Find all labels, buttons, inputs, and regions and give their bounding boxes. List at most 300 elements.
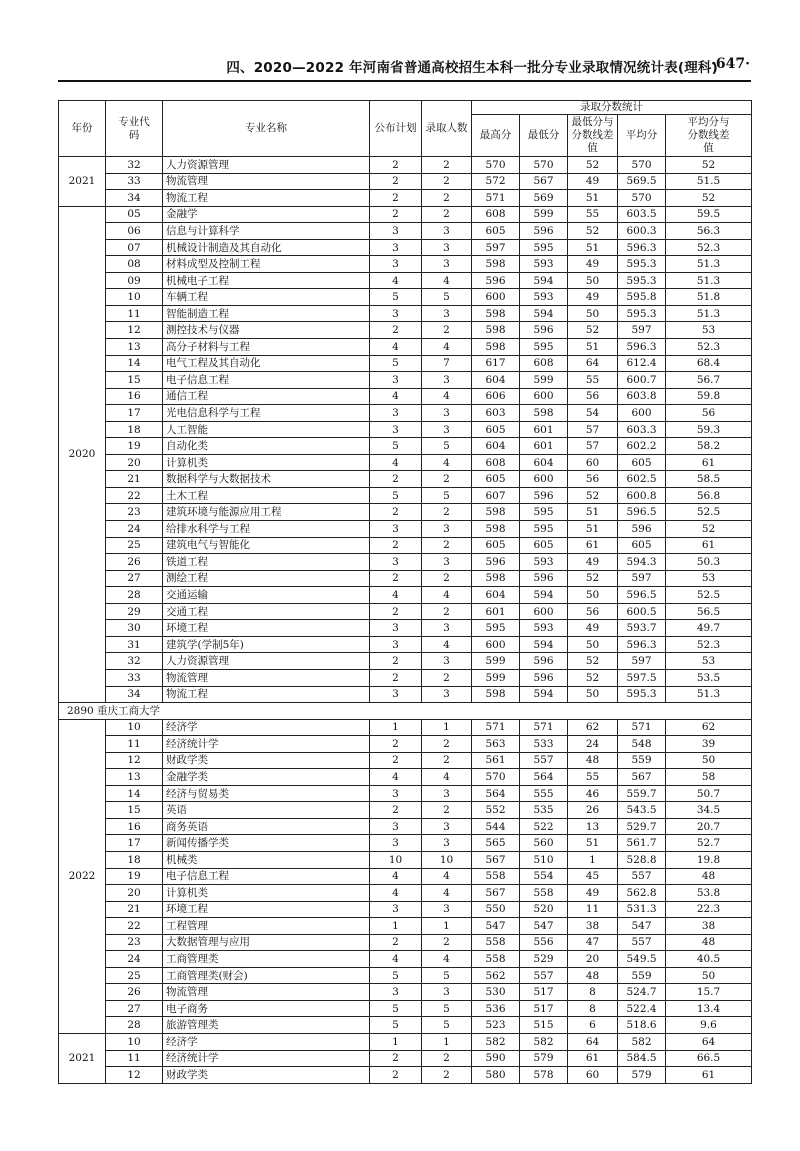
col-admitted: 录取人数 <box>422 101 472 157</box>
table-row <box>59 835 752 852</box>
cell-name: 大数据管理与应用 <box>163 934 370 951</box>
cell-admitted: 5 <box>422 438 472 455</box>
cell-plan: 5 <box>370 487 422 504</box>
cell-plan: 3 <box>370 305 422 322</box>
cell-admitted: 2 <box>422 1050 472 1067</box>
cell-admitted: 2 <box>422 157 472 174</box>
cell-avg: 596.5 <box>618 504 666 521</box>
cell-plan: 2 <box>370 471 422 488</box>
cell-max: 605 <box>472 421 520 438</box>
year-cell: 2021 <box>59 1033 106 1083</box>
table-row <box>59 1000 752 1017</box>
cell-name: 机械电子工程 <box>163 272 370 289</box>
cell-code: 33 <box>106 669 163 686</box>
table-row <box>59 818 752 835</box>
cell-min-diff: 49 <box>568 173 618 190</box>
cell-min-diff: 24 <box>568 736 618 753</box>
cell-code: 10 <box>106 719 163 736</box>
cell-code: 12 <box>106 1067 163 1084</box>
cell-min-diff: 51 <box>568 835 618 852</box>
cell-code: 31 <box>106 636 163 653</box>
cell-min-diff: 52 <box>568 570 618 587</box>
cell-name: 英语 <box>163 802 370 819</box>
cell-plan: 3 <box>370 620 422 637</box>
cell-avg: 595.3 <box>618 256 666 273</box>
cell-max: 598 <box>472 305 520 322</box>
cell-avg: 603.5 <box>618 206 666 223</box>
cell-avg: 548 <box>618 736 666 753</box>
cell-avg-diff: 68.4 <box>666 355 752 372</box>
table-row <box>59 885 752 902</box>
cell-plan: 5 <box>370 289 422 306</box>
table-row <box>59 686 752 703</box>
cell-min: 557 <box>520 967 568 984</box>
cell-max: 567 <box>472 885 520 902</box>
cell-admitted: 3 <box>422 521 472 538</box>
cell-avg-diff: 48 <box>666 868 752 885</box>
cell-avg-diff: 39 <box>666 736 752 753</box>
cell-max: 565 <box>472 835 520 852</box>
cell-max: 544 <box>472 818 520 835</box>
cell-min: 520 <box>520 901 568 918</box>
cell-max: 552 <box>472 802 520 819</box>
cell-avg: 584.5 <box>618 1050 666 1067</box>
cell-min-diff: 47 <box>568 934 618 951</box>
cell-min: 599 <box>520 372 568 389</box>
cell-name: 经济学 <box>163 1033 370 1050</box>
cell-min: 517 <box>520 1000 568 1017</box>
cell-code: 20 <box>106 885 163 902</box>
page-number: ·647· <box>711 56 750 72</box>
cell-admitted: 2 <box>422 173 472 190</box>
col-plan: 公布计划 <box>370 101 422 157</box>
cell-name: 电子信息工程 <box>163 372 370 389</box>
cell-plan: 2 <box>370 669 422 686</box>
year-cell: 2022 <box>59 719 106 1033</box>
cell-plan: 2 <box>370 934 422 951</box>
cell-min-diff: 50 <box>568 305 618 322</box>
cell-min-diff: 51 <box>568 521 618 538</box>
cell-min-diff: 49 <box>568 885 618 902</box>
cell-admitted: 4 <box>422 454 472 471</box>
cell-min-diff: 52 <box>568 653 618 670</box>
cell-admitted: 2 <box>422 603 472 620</box>
cell-avg-diff: 50 <box>666 752 752 769</box>
cell-min-diff: 11 <box>568 901 618 918</box>
table-row <box>59 388 752 405</box>
cell-plan: 4 <box>370 769 422 786</box>
cell-avg-diff: 61 <box>666 537 752 554</box>
table-row <box>59 570 752 587</box>
table-row <box>59 339 752 356</box>
cell-avg: 518.6 <box>618 1017 666 1034</box>
table-row <box>59 1050 752 1067</box>
cell-avg: 600 <box>618 405 666 422</box>
cell-avg: 596.3 <box>618 239 666 256</box>
cell-max: 598 <box>472 322 520 339</box>
cell-max: 599 <box>472 669 520 686</box>
cell-avg: 543.5 <box>618 802 666 819</box>
cell-name: 机械类 <box>163 851 370 868</box>
cell-name: 电子商务 <box>163 1000 370 1017</box>
cell-min: 510 <box>520 851 568 868</box>
table-row <box>59 471 752 488</box>
cell-min-diff: 52 <box>568 157 618 174</box>
cell-plan: 4 <box>370 272 422 289</box>
table-row <box>59 322 752 339</box>
cell-code: 07 <box>106 239 163 256</box>
cell-admitted: 2 <box>422 206 472 223</box>
cell-avg-diff: 56.8 <box>666 487 752 504</box>
cell-admitted: 5 <box>422 1017 472 1034</box>
table-row <box>59 752 752 769</box>
table-row <box>59 239 752 256</box>
cell-code: 21 <box>106 471 163 488</box>
cell-min-diff: 61 <box>568 1050 618 1067</box>
cell-min: 595 <box>520 521 568 538</box>
cell-max: 567 <box>472 851 520 868</box>
cell-max: 604 <box>472 587 520 604</box>
cell-avg-diff: 62 <box>666 719 752 736</box>
cell-min: 601 <box>520 438 568 455</box>
cell-avg: 567 <box>618 769 666 786</box>
cell-name: 金融学 <box>163 206 370 223</box>
cell-min-diff: 62 <box>568 719 618 736</box>
cell-avg: 605 <box>618 454 666 471</box>
cell-code: 19 <box>106 868 163 885</box>
cell-plan: 5 <box>370 967 422 984</box>
cell-min: 604 <box>520 454 568 471</box>
cell-plan: 3 <box>370 372 422 389</box>
table-row <box>59 173 752 190</box>
cell-avg: 612.4 <box>618 355 666 372</box>
cell-plan: 2 <box>370 736 422 753</box>
cell-plan: 3 <box>370 239 422 256</box>
cell-avg-diff: 13.4 <box>666 1000 752 1017</box>
cell-avg: 596.3 <box>618 636 666 653</box>
cell-min-diff: 54 <box>568 405 618 422</box>
table-row <box>59 1017 752 1034</box>
cell-avg-diff: 22.3 <box>666 901 752 918</box>
col-year: 年份 <box>59 101 106 157</box>
cell-max: 550 <box>472 901 520 918</box>
cell-avg-diff: 53 <box>666 653 752 670</box>
cell-min-diff: 6 <box>568 1017 618 1034</box>
admission-statistics-table <box>58 100 752 1084</box>
table-row <box>59 653 752 670</box>
cell-min: 578 <box>520 1067 568 1084</box>
cell-avg: 557 <box>618 934 666 951</box>
table-row <box>59 769 752 786</box>
cell-min: 594 <box>520 587 568 604</box>
cell-code: 06 <box>106 223 163 240</box>
cell-avg-diff: 9.6 <box>666 1017 752 1034</box>
cell-admitted: 2 <box>422 322 472 339</box>
cell-avg-diff: 61 <box>666 454 752 471</box>
cell-min: 594 <box>520 686 568 703</box>
cell-max: 598 <box>472 570 520 587</box>
cell-plan: 1 <box>370 1033 422 1050</box>
table-row <box>59 669 752 686</box>
cell-max: 607 <box>472 487 520 504</box>
cell-code: 30 <box>106 620 163 637</box>
cell-name: 工商管理类(财会) <box>163 967 370 984</box>
cell-max: 605 <box>472 223 520 240</box>
cell-max: 598 <box>472 686 520 703</box>
header-rule <box>58 80 751 82</box>
cell-name: 人力资源管理 <box>163 653 370 670</box>
cell-code: 16 <box>106 388 163 405</box>
cell-min-diff: 56 <box>568 603 618 620</box>
table-row <box>59 901 752 918</box>
table-row <box>59 223 752 240</box>
cell-min-diff: 60 <box>568 1067 618 1084</box>
cell-avg-diff: 50 <box>666 967 752 984</box>
cell-plan: 5 <box>370 438 422 455</box>
table-header <box>59 101 752 157</box>
cell-avg-diff: 51.3 <box>666 305 752 322</box>
cell-plan: 4 <box>370 587 422 604</box>
cell-plan: 3 <box>370 223 422 240</box>
cell-name: 测绘工程 <box>163 570 370 587</box>
cell-max: 570 <box>472 769 520 786</box>
cell-avg-diff: 53.8 <box>666 885 752 902</box>
cell-avg-diff: 51.3 <box>666 686 752 703</box>
cell-code: 19 <box>106 438 163 455</box>
cell-min-diff: 52 <box>568 223 618 240</box>
cell-avg-diff: 59.8 <box>666 388 752 405</box>
cell-code: 14 <box>106 785 163 802</box>
cell-code: 14 <box>106 355 163 372</box>
cell-name: 环境工程 <box>163 901 370 918</box>
cell-admitted: 3 <box>422 554 472 571</box>
cell-min: 593 <box>520 620 568 637</box>
cell-name: 计算机类 <box>163 454 370 471</box>
table-row <box>59 487 752 504</box>
cell-avg: 557 <box>618 868 666 885</box>
table-row <box>59 157 752 174</box>
year-cell: 2021 <box>59 157 106 207</box>
cell-min-diff: 57 <box>568 438 618 455</box>
cell-min: 595 <box>520 504 568 521</box>
cell-max: 603 <box>472 405 520 422</box>
cell-min: 596 <box>520 669 568 686</box>
table-row <box>59 504 752 521</box>
cell-avg-diff: 50.3 <box>666 554 752 571</box>
cell-admitted: 3 <box>422 256 472 273</box>
cell-admitted: 3 <box>422 653 472 670</box>
cell-code: 23 <box>106 934 163 951</box>
cell-name: 光电信息科学与工程 <box>163 405 370 422</box>
cell-max: 596 <box>472 272 520 289</box>
cell-min: 547 <box>520 918 568 935</box>
cell-max: 598 <box>472 339 520 356</box>
cell-plan: 3 <box>370 835 422 852</box>
cell-name: 建筑环境与能源应用工程 <box>163 504 370 521</box>
cell-name: 经济统计学 <box>163 736 370 753</box>
cell-max: 563 <box>472 736 520 753</box>
cell-min: 582 <box>520 1033 568 1050</box>
cell-avg: 559.7 <box>618 785 666 802</box>
cell-plan: 3 <box>370 636 422 653</box>
cell-avg-diff: 48 <box>666 934 752 951</box>
cell-avg: 569.5 <box>618 173 666 190</box>
cell-min: 533 <box>520 736 568 753</box>
cell-code: 33 <box>106 173 163 190</box>
col-name: 专业名称 <box>163 101 370 157</box>
cell-code: 25 <box>106 967 163 984</box>
cell-admitted: 2 <box>422 537 472 554</box>
cell-code: 27 <box>106 570 163 587</box>
cell-avg: 596.3 <box>618 339 666 356</box>
cell-min: 595 <box>520 239 568 256</box>
table-row <box>59 421 752 438</box>
cell-min: 593 <box>520 289 568 306</box>
cell-admitted: 3 <box>422 620 472 637</box>
cell-name: 通信工程 <box>163 388 370 405</box>
cell-avg: 597 <box>618 322 666 339</box>
cell-max: 604 <box>472 438 520 455</box>
cell-plan: 2 <box>370 173 422 190</box>
cell-code: 13 <box>106 339 163 356</box>
cell-name: 高分子材料与工程 <box>163 339 370 356</box>
cell-min-diff: 51 <box>568 504 618 521</box>
cell-avg-diff: 52.7 <box>666 835 752 852</box>
cell-code: 29 <box>106 603 163 620</box>
cell-name: 财政学类 <box>163 752 370 769</box>
cell-max: 608 <box>472 206 520 223</box>
table-row <box>59 438 752 455</box>
cell-min: 569 <box>520 190 568 207</box>
cell-code: 10 <box>106 1033 163 1050</box>
cell-admitted: 2 <box>422 802 472 819</box>
cell-avg-diff: 52.5 <box>666 587 752 604</box>
cell-avg-diff: 52 <box>666 521 752 538</box>
cell-min: 556 <box>520 934 568 951</box>
cell-admitted: 3 <box>422 305 472 322</box>
cell-code: 28 <box>106 1017 163 1034</box>
table-row <box>59 951 752 968</box>
cell-avg: 595.8 <box>618 289 666 306</box>
cell-code: 28 <box>106 587 163 604</box>
cell-plan: 3 <box>370 686 422 703</box>
cell-min: 595 <box>520 339 568 356</box>
cell-name: 人工智能 <box>163 421 370 438</box>
cell-name: 经济学 <box>163 719 370 736</box>
table-row <box>59 620 752 637</box>
cell-min-diff: 64 <box>568 355 618 372</box>
cell-admitted: 1 <box>422 1033 472 1050</box>
cell-max: 558 <box>472 868 520 885</box>
table-row <box>59 719 752 736</box>
cell-plan: 2 <box>370 1067 422 1084</box>
cell-min-diff: 13 <box>568 818 618 835</box>
cell-avg-diff: 56 <box>666 405 752 422</box>
cell-avg-diff: 52.3 <box>666 239 752 256</box>
table-row <box>59 636 752 653</box>
table-row <box>59 190 752 207</box>
cell-admitted: 7 <box>422 355 472 372</box>
cell-min-diff: 55 <box>568 206 618 223</box>
cell-max: 530 <box>472 984 520 1001</box>
cell-min: 594 <box>520 272 568 289</box>
table-row <box>59 851 752 868</box>
cell-min: 600 <box>520 388 568 405</box>
cell-name: 金融学类 <box>163 769 370 786</box>
cell-name: 给排水科学与工程 <box>163 521 370 538</box>
cell-min: 596 <box>520 223 568 240</box>
cell-max: 605 <box>472 537 520 554</box>
cell-admitted: 2 <box>422 669 472 686</box>
cell-plan: 4 <box>370 951 422 968</box>
cell-max: 558 <box>472 934 520 951</box>
cell-admitted: 3 <box>422 901 472 918</box>
cell-name: 机械设计制造及其自动化 <box>163 239 370 256</box>
cell-max: 572 <box>472 173 520 190</box>
cell-max: 562 <box>472 967 520 984</box>
cell-plan: 2 <box>370 206 422 223</box>
cell-plan: 3 <box>370 421 422 438</box>
cell-name: 物流管理 <box>163 669 370 686</box>
col-avg-diff: 平均分与分数线差值 <box>666 115 752 157</box>
cell-avg: 582 <box>618 1033 666 1050</box>
cell-code: 24 <box>106 521 163 538</box>
cell-admitted: 4 <box>422 885 472 902</box>
cell-min: 594 <box>520 636 568 653</box>
cell-avg-diff: 53.5 <box>666 669 752 686</box>
cell-min: 598 <box>520 405 568 422</box>
cell-plan: 2 <box>370 802 422 819</box>
cell-avg: 603.3 <box>618 421 666 438</box>
cell-admitted: 3 <box>422 785 472 802</box>
cell-min-diff: 51 <box>568 190 618 207</box>
cell-code: 23 <box>106 504 163 521</box>
cell-avg-diff: 51.3 <box>666 272 752 289</box>
cell-plan: 3 <box>370 405 422 422</box>
cell-min-diff: 49 <box>568 620 618 637</box>
cell-avg: 570 <box>618 157 666 174</box>
cell-name: 经济与贸易类 <box>163 785 370 802</box>
cell-name: 铁道工程 <box>163 554 370 571</box>
cell-avg: 571 <box>618 719 666 736</box>
cell-min: 529 <box>520 951 568 968</box>
cell-plan: 2 <box>370 157 422 174</box>
cell-plan: 3 <box>370 984 422 1001</box>
cell-avg: 594.3 <box>618 554 666 571</box>
cell-min-diff: 56 <box>568 471 618 488</box>
cell-plan: 4 <box>370 339 422 356</box>
cell-avg: 559 <box>618 967 666 984</box>
cell-max: 547 <box>472 918 520 935</box>
cell-avg-diff: 52 <box>666 190 752 207</box>
cell-max: 601 <box>472 603 520 620</box>
table-row <box>59 305 752 322</box>
cell-code: 17 <box>106 835 163 852</box>
cell-plan: 2 <box>370 190 422 207</box>
cell-admitted: 2 <box>422 934 472 951</box>
cell-avg: 597 <box>618 653 666 670</box>
cell-code: 32 <box>106 653 163 670</box>
cell-name: 建筑电气与智能化 <box>163 537 370 554</box>
cell-max: 599 <box>472 653 520 670</box>
cell-max: 595 <box>472 620 520 637</box>
cell-name: 车辆工程 <box>163 289 370 306</box>
cell-avg-diff: 59.3 <box>666 421 752 438</box>
table-row <box>59 1033 752 1050</box>
table-row <box>59 984 752 1001</box>
cell-max: 598 <box>472 521 520 538</box>
table-row <box>59 587 752 604</box>
